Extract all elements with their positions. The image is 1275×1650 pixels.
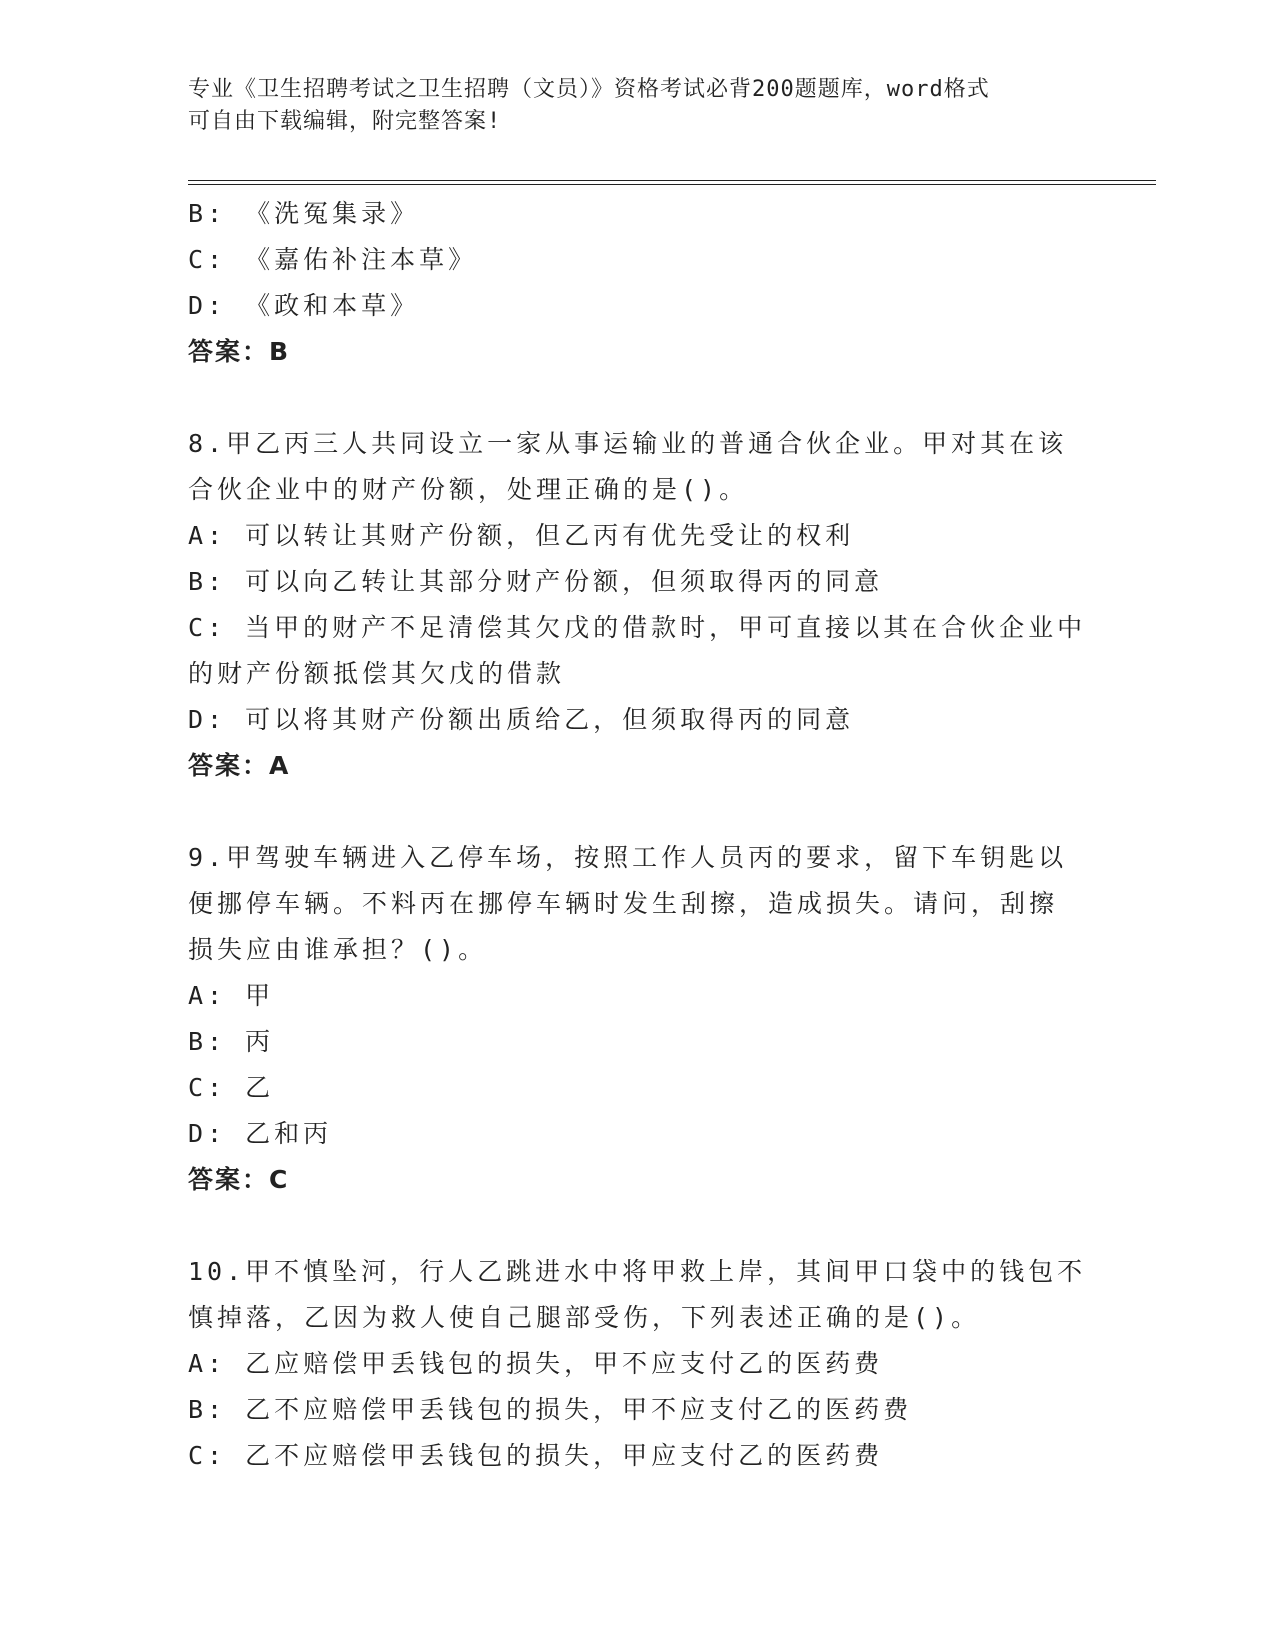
spacer	[188, 1203, 1088, 1249]
question-stem: 便挪停车辆。不料丙在挪停车辆时发生刮擦，造成损失。请问，刮擦	[188, 889, 1059, 918]
answer-line: 答案：A	[188, 751, 291, 780]
prev-question-block	[188, 191, 1088, 375]
option-c: C: 乙	[188, 1073, 275, 1102]
spacer	[188, 789, 1088, 835]
question-8-block	[188, 421, 1088, 789]
option-c-continued: 的财产份额抵偿其欠戊的借款	[188, 659, 566, 688]
spacer	[188, 375, 1088, 421]
header-line-2: 可自由下载编辑，附完整答案!	[188, 109, 502, 134]
option-c: C: 《嘉佑补注本草》	[188, 245, 478, 274]
answer-line: 答案：B	[188, 337, 291, 366]
question-10-block	[188, 1249, 1088, 1479]
option-d: D: 可以将其财产份额出质给乙，但须取得丙的同意	[188, 705, 855, 734]
question-stem: 8.甲乙丙三人共同设立一家从事运输业的普通合伙企业。甲对其在该	[188, 429, 1068, 458]
question-stem: 9.甲驾驶车辆进入乙停车场，按照工作人员丙的要求，留下车钥匙以	[188, 843, 1068, 872]
question-stem: 慎掉落，乙因为救人使自己腿部受伤，下列表述正确的是()。	[188, 1303, 981, 1332]
header-line-1: 专业《卫生招聘考试之卫生招聘（文员）》资格考试必背200题题库，word格式	[188, 77, 990, 102]
question-content	[188, 191, 1088, 1479]
option-b: B: 乙不应赔偿甲丢钱包的损失，甲不应支付乙的医药费	[188, 1395, 913, 1424]
answer-line: 答案：C	[188, 1165, 290, 1194]
question-9-block	[188, 835, 1088, 1203]
question-stem: 合伙企业中的财产份额，处理正确的是()。	[188, 475, 749, 504]
option-b: B: 丙	[188, 1027, 275, 1056]
question-stem: 10.甲不慎坠河，行人乙跳进水中将甲救上岸，其间甲口袋中的钱包不	[188, 1257, 1087, 1286]
option-a: A: 可以转让其财产份额，但乙丙有优先受让的权利	[188, 521, 855, 550]
option-d: D: 《政和本草》	[188, 291, 420, 320]
option-b: B: 《洗冤集录》	[188, 199, 420, 228]
option-d: D: 乙和丙	[188, 1119, 333, 1148]
question-stem: 损失应由谁承担？()。	[188, 935, 488, 964]
header-rule-top	[188, 180, 1156, 181]
option-b: B: 可以向乙转让其部分财产份额，但须取得丙的同意	[188, 567, 884, 596]
header-rule-bottom	[188, 184, 1156, 185]
option-c: C: 乙不应赔偿甲丢钱包的损失，甲应支付乙的医药费	[188, 1441, 884, 1470]
document-header	[188, 74, 1068, 138]
option-a: A: 乙应赔偿甲丢钱包的损失，甲不应支付乙的医药费	[188, 1349, 884, 1378]
option-a: A: 甲	[188, 981, 275, 1010]
option-c: C: 当甲的财产不足清偿其欠戊的借款时，甲可直接以其在合伙企业中	[188, 613, 1087, 642]
